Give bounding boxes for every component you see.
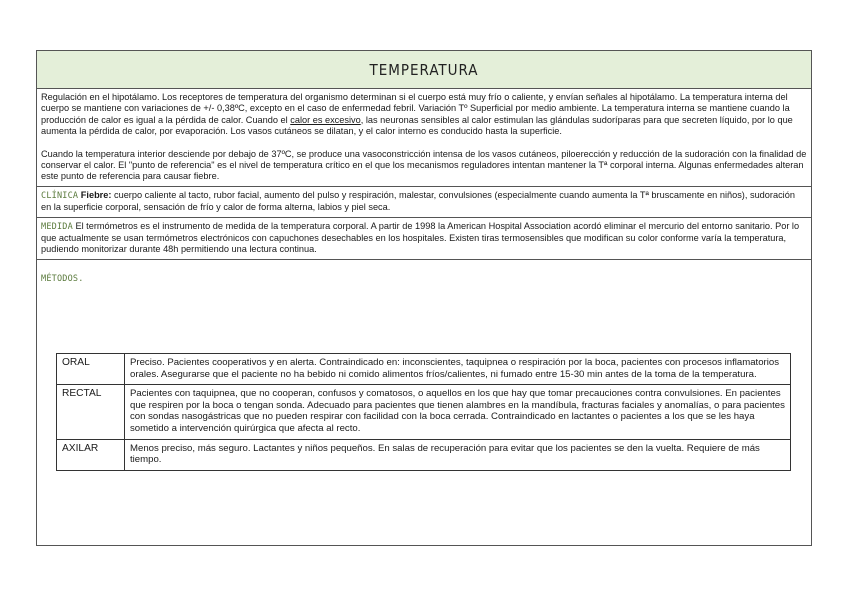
method-description: Menos preciso, más seguro. Lactantes y niños pequeños. En salas de recuperación para evitar que los pacientes se den la vuelta. Requiere de más tiempo.: [125, 439, 791, 470]
medida-section: [37, 218, 811, 260]
document-sheet: [36, 50, 812, 546]
method-name: ORAL: [57, 354, 125, 385]
underlined-phrase: calor es excesivo: [290, 114, 361, 125]
intro-paragraph-1: [41, 92, 807, 138]
clinica-bold: Fiebre:: [80, 189, 112, 200]
medida-paragraph: [41, 221, 807, 256]
medida-tag: MEDIDA: [41, 221, 73, 232]
metodos-heading: [37, 260, 811, 284]
clinica-section: [37, 187, 811, 218]
title-bar: [37, 51, 811, 89]
table-row: [57, 354, 791, 385]
intro-text-a: Regulación en el hipotálamo. Los receptores de temperatura del organismo determinan si el cuerpo está muy frío o caliente, y envían señales al hipotálamo. La temperatura interna del cuerpo se mantiene con variaciones de +/- 0,38ºC, excepto en el caso de enfermedad febril. Variación Tº Superficial por medio ambiente. La temperatura interna se mantiene cuando la producción de calor es igual a la pérdida de calor. Cuando el: [41, 92, 790, 125]
methods-table: [56, 353, 791, 471]
medida-text: El termómetros es el instrumento de medida de la temperatura corporal. A partir de 1998 la American Hospital Association acordó eliminar el mercurio del entorno sanitario. Por lo que actualmente se usan termómetros electrónicos con capuchones desechables en los hospitales. Existen tiras termosensibles que modifican su color conforme varía la temperatura, pudiendo monitorizar durante 48h permitiendo una lectura continua.: [41, 220, 800, 255]
intro-paragraph-2: Cuando la temperatura interior desciende por debajo de 37ºC, se produce una vasoconstricción intensa de los vasos cutáneos, piloerección y reducción de la sudoración con la finalidad de conservar el calor. El "punto de referencia" es el nivel de temperatura crítico en el que los mecanismos reguladores intentan mantener la Tª corporal interna. Algunas enfermedades alteran este punto de referencia para causar fiebre.: [41, 148, 807, 182]
method-name: RECTAL: [57, 385, 125, 439]
method-name: AXILAR: [57, 439, 125, 470]
clinica-tag: CLÍNICA: [41, 190, 79, 201]
intro-section: [37, 89, 811, 187]
clinica-paragraph: [41, 190, 807, 214]
clinica-text: cuerpo caliente al tacto, rubor facial, aumento del pulso y respiración, malestar, convulsiones (especialmente cuando aumenta la Tª bruscamente en niños), sudoración en la superficie corporal, sensación de frío y calor de forma alterna, labios y piel seca.: [41, 189, 795, 213]
method-description: Preciso. Pacientes cooperativos y en alerta. Contraindicado en: inconscientes, taquipnea o respiración por la boca, pacientes con procesos inflamatorios orales. Asegurarse que el paciente no ha bebido ni comido alimentos fríos/calientes, ni fumado entre 15-30 min antes de la toma de la temperatura.: [125, 354, 791, 385]
table-row: [57, 439, 791, 470]
table-row: [57, 385, 791, 439]
metodos-tag: MÉTODOS.: [41, 273, 84, 284]
method-description: Pacientes con taquipnea, que no cooperan, confusos y comatosos, o aquellos en los que hay que tomar precauciones contra convulsiones. En pacientes que respiren por la boca o tengan sonda. Adecuado para pacientes que tienen alambres en la mandíbula, fracturas faciales y anomalías, o para pacientes con sondas nasogástricas que no pueden respirar con facilidad con la boca cerrada. Contraindicado en lactantes o pacientes a los que se les haya sometido a intervención quirúrgica que afecta al recto.: [125, 385, 791, 439]
page-title: TEMPERATURA: [369, 60, 479, 79]
intro-text-b: , las neuronas sensibles al calor estimulan las glándulas sudoríparas para que secreten líquido, por lo que aumenta la pérdida de calor, por evaporación. Los vasos cutáneos se dilatan, y el calor interno es conducido hasta la superficie.: [41, 114, 793, 137]
